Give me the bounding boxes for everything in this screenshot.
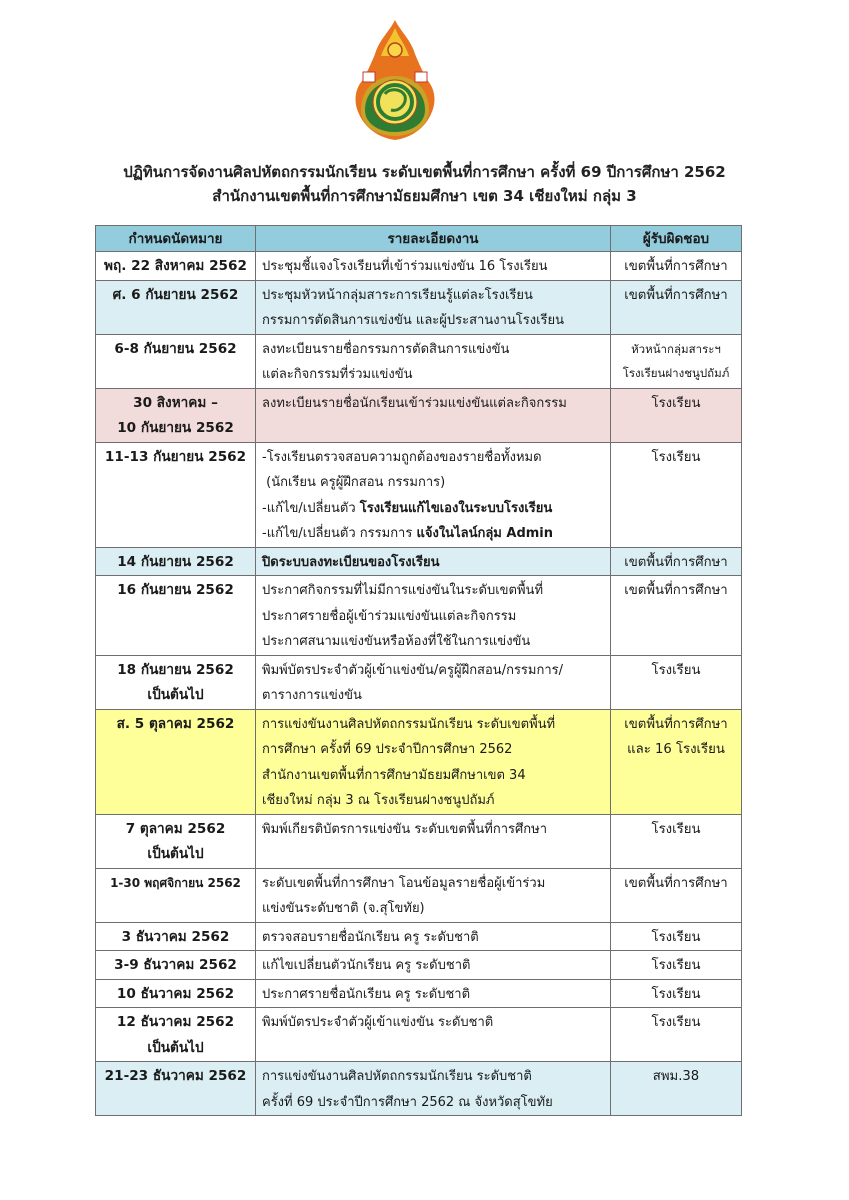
- detail-line: [262, 788, 604, 814]
- date-text: 30 สิงหาคม –: [133, 394, 218, 411]
- table-row: [96, 655, 742, 709]
- detail-cell: [256, 922, 611, 951]
- responsible-text: โรงเรียน: [651, 929, 701, 945]
- responsible-text: โรงเรียน: [651, 449, 701, 465]
- detail-text: ประกาศสนามแข่งขันหรือห้องที่ใช้ในการแข่งขัน: [262, 634, 531, 649]
- date-text: พฤ. 22 สิงหาคม 2562: [104, 258, 247, 274]
- date-text: ส. 5 ตุลาคม 2562: [116, 715, 235, 732]
- date-text: 10 กันยายน 2562: [117, 420, 234, 436]
- date-cell: [96, 814, 256, 868]
- date-cell: [96, 576, 256, 656]
- table-row: [96, 280, 742, 334]
- responsible-text: โรงเรียนฝางชนูปถัมภ์: [622, 365, 730, 380]
- detail-line: [262, 953, 604, 979]
- column-header-details: รายละเอียดงาน: [256, 226, 611, 252]
- date-cell: [96, 922, 256, 951]
- responsible-text: โรงเรียน: [651, 958, 701, 973]
- detail-text: ประชุมหัวหน้ากลุ่มสาระการเรียนรู้แต่ละโรงเรียน: [262, 287, 533, 303]
- detail-text: ประกาศรายชื่อผู้เข้าร่วมแข่งขันแต่ละกิจกรรม: [262, 608, 517, 624]
- schedule-table: [95, 225, 742, 1116]
- detail-line: [262, 712, 604, 738]
- responsible-cell: [611, 814, 742, 868]
- table-row: [96, 334, 742, 388]
- detail-text: การศึกษา ครั้งที่ 69 ประจำปีการศึกษา 2562: [262, 742, 513, 757]
- date-text: 6-8 กันยายน 2562: [114, 340, 237, 357]
- responsible-text: เขตพื้นที่การศึกษา: [624, 716, 728, 732]
- responsible-text: เขตพื้นที่การศึกษา: [624, 259, 728, 274]
- date-text: ศ. 6 กันยายน 2562: [112, 286, 239, 303]
- detail-cell: [256, 388, 611, 442]
- date-text: 14 กันยายน 2562: [117, 553, 234, 570]
- table-row: [96, 709, 742, 814]
- date-text: 12 ธันวาคม 2562: [116, 1014, 235, 1030]
- detail-line: [262, 658, 604, 684]
- detail-cell: [256, 576, 611, 656]
- detail-line: [262, 362, 604, 388]
- date-text: 11-13 กันยายน 2562: [104, 448, 247, 465]
- detail-bold-text: แจ้งในไลน์กลุ่ม Admin: [416, 526, 554, 541]
- responsible-cell: [611, 547, 742, 576]
- responsible-text: โรงเรียน: [651, 1015, 701, 1030]
- detail-text: พิมพ์เกียรติบัตรการแข่งขัน ระดับเขตพื้นที่การศึกษา: [262, 821, 548, 837]
- responsible-cell: [611, 442, 742, 547]
- detail-line: [262, 1010, 604, 1036]
- detail-cell: [256, 1008, 611, 1062]
- detail-line: [262, 1064, 604, 1090]
- detail-line: [262, 604, 604, 630]
- detail-cell: [256, 979, 611, 1008]
- detail-cell: [256, 814, 611, 868]
- responsible-text: เขตพื้นที่การศึกษา: [624, 583, 728, 598]
- detail-cell: [256, 709, 611, 814]
- responsible-text: เขตพื้นที่การศึกษา: [624, 554, 728, 570]
- detail-cell: [256, 334, 611, 388]
- detail-line: [262, 817, 604, 843]
- date-cell: [96, 709, 256, 814]
- detail-line: [262, 578, 604, 604]
- responsible-cell: [611, 1008, 742, 1062]
- table-row: [96, 951, 742, 980]
- responsible-text: และ 16 โรงเรียน: [627, 742, 725, 757]
- responsible-cell: [611, 576, 742, 656]
- date-text: 3 ธันวาคม 2562: [121, 928, 230, 945]
- date-text: เป็นต้นไป: [147, 846, 204, 862]
- responsible-cell: [611, 979, 742, 1008]
- detail-text: พิมพ์บัตรประจำตัวผู้เข้าแข่งขัน ระดับชาติ: [262, 1015, 494, 1030]
- detail-text: ครั้งที่ 69 ประจำปีการศึกษา 2562 ณ จังหวัดสุโขทัย: [262, 1094, 553, 1110]
- date-cell: [96, 868, 256, 922]
- responsible-cell: [611, 1062, 742, 1116]
- responsible-cell: [611, 951, 742, 980]
- detail-line: [262, 496, 604, 522]
- table-row: [96, 868, 742, 922]
- table-row: [96, 388, 742, 442]
- date-cell: [96, 280, 256, 334]
- detail-text: ลงทะเบียนรายชื่อนักเรียนเข้าร่วมแข่งขันแต่ละกิจกรรม: [262, 395, 567, 411]
- date-cell: [96, 655, 256, 709]
- date-text: 10 ธันวาคม 2562: [116, 985, 235, 1002]
- detail-text: การแข่งขันงานศิลปหัตถกรรมนักเรียน ระดับชาติ: [262, 1069, 532, 1084]
- detail-cell: [256, 547, 611, 576]
- table-row: [96, 576, 742, 656]
- detail-line: [262, 254, 604, 280]
- responsible-cell: [611, 280, 742, 334]
- detail-text: สำนักงานเขตพื้นที่การศึกษามัธยมศึกษาเขต 34: [262, 767, 526, 783]
- date-text: 21-23 ธันวาคม 2562: [104, 1068, 247, 1084]
- detail-line: [262, 391, 604, 417]
- table-row: [96, 442, 742, 547]
- detail-line: [262, 1090, 604, 1116]
- detail-line: [262, 683, 604, 709]
- detail-text: ลงทะเบียนรายชื่อกรรมการตัดสินการแข่งขัน: [262, 341, 510, 357]
- detail-line: [262, 896, 604, 922]
- detail-text: ประชุมชี้แจงโรงเรียนที่เข้าร่วมแข่งขัน 16 โรงเรียน: [262, 259, 548, 274]
- detail-line: [262, 982, 604, 1008]
- detail-text: (นักเรียน ครูผู้ฝึกสอน กรรมการ): [262, 475, 446, 490]
- detail-line: [262, 763, 604, 789]
- date-cell: [96, 334, 256, 388]
- date-cell: [96, 979, 256, 1008]
- detail-text: ตรวจสอบรายชื่อนักเรียน ครู ระดับชาติ: [262, 929, 479, 945]
- responsible-text: โรงเรียน: [651, 986, 701, 1002]
- detail-line: [262, 629, 604, 655]
- detail-line: [262, 871, 604, 897]
- responsible-text: เขตพื้นที่การศึกษา: [624, 875, 728, 891]
- detail-text: กรรมการตัดสินการแข่งขัน และผู้ประสานงานโรงเรียน: [262, 313, 564, 328]
- detail-line: [262, 337, 604, 363]
- responsible-cell: [611, 709, 742, 814]
- responsible-cell: [611, 655, 742, 709]
- detail-text: -โรงเรียนตรวจสอบความถูกต้องของรายชื่อทั้งหมด: [262, 449, 542, 465]
- responsible-text: หัวหน้ากลุ่มสาระฯ: [631, 341, 721, 356]
- detail-text: แข่งขันระดับชาติ (จ.สุโขทัย): [262, 901, 425, 916]
- detail-cell: [256, 252, 611, 281]
- responsible-cell: [611, 252, 742, 281]
- date-cell: [96, 547, 256, 576]
- responsible-cell: [611, 922, 742, 951]
- responsible-text: โรงเรียน: [651, 395, 701, 411]
- detail-cell: [256, 868, 611, 922]
- ministry-emblem-logo: [349, 18, 441, 142]
- responsible-cell: [611, 334, 742, 388]
- date-text: 3-9 ธันวาคม 2562: [114, 957, 237, 973]
- responsible-text: โรงเรียน: [651, 662, 701, 678]
- detail-text: -แก้ไข/เปลี่ยนตัว กรรมการ: [262, 526, 417, 541]
- table-row: [96, 814, 742, 868]
- date-cell: [96, 442, 256, 547]
- detail-cell: [256, 442, 611, 547]
- date-text: 18 กันยายน 2562: [117, 661, 234, 678]
- detail-text: ประกาศรายชื่อนักเรียน ครู ระดับชาติ: [262, 986, 471, 1002]
- detail-text: ระดับเขตพื้นที่การศึกษา โอนข้อมูลรายชื่อผู้เข้าร่วม: [262, 875, 546, 891]
- table-row: [96, 1008, 742, 1062]
- responsible-cell: [611, 388, 742, 442]
- date-text: 16 กันยายน 2562: [117, 582, 234, 598]
- detail-text: พิมพ์บัตรประจำตัวผู้เข้าแข่งขัน/ครูผู้ฝึกสอน/กรรมการ/: [262, 662, 564, 678]
- detail-line: [262, 737, 604, 763]
- detail-bold-text: ปิดระบบลงทะเบียนของโรงเรียน: [262, 554, 440, 570]
- detail-text: การแข่งขันงานศิลปหัตถกรรมนักเรียน ระดับเขตพื้นที่: [262, 716, 556, 732]
- detail-line: [262, 550, 604, 576]
- date-cell: [96, 252, 256, 281]
- document-title: ปฏิทินการจัดงานศิลปหัตถกรรมนักเรียน ระดับเขตพื้นที่การศึกษา ครั้งที่ 69 ปีการศึกษา 2562: [123, 163, 726, 181]
- detail-cell: [256, 951, 611, 980]
- column-header-responsible: ผู้รับผิดชอบ: [611, 226, 742, 252]
- detail-line: [262, 445, 604, 471]
- date-cell: [96, 951, 256, 980]
- document-subtitle: สำนักงานเขตพื้นที่การศึกษามัธยมศึกษา เขต 34 เชียงใหม่ กลุ่ม 3: [212, 187, 637, 205]
- detail-text: แต่ละกิจกรรมที่ร่วมแข่งขัน: [262, 367, 413, 382]
- date-text: 7 ตุลาคม 2562: [125, 820, 226, 837]
- detail-line: [262, 925, 604, 951]
- detail-text: ประกาศกิจกรรมที่ไม่มีการแข่งขันในระดับเขตพื้นที่: [262, 583, 544, 598]
- detail-cell: [256, 655, 611, 709]
- responsible-text: โรงเรียน: [651, 821, 701, 837]
- detail-line: [262, 470, 604, 496]
- table-row: [96, 547, 742, 576]
- detail-cell: [256, 1062, 611, 1116]
- detail-text: แก้ไขเปลี่ยนตัวนักเรียน ครู ระดับชาติ: [262, 958, 471, 973]
- date-cell: [96, 1008, 256, 1062]
- column-header-date: กำหนดนัดหมาย: [96, 226, 256, 252]
- detail-line: [262, 308, 604, 334]
- detail-line: [262, 283, 604, 309]
- emblem-icon: [349, 18, 441, 142]
- table-row: [96, 922, 742, 951]
- responsible-text: เขตพื้นที่การศึกษา: [624, 287, 728, 303]
- date-text: เป็นต้นไป: [147, 1039, 204, 1056]
- date-cell: [96, 1062, 256, 1116]
- responsible-cell: [611, 868, 742, 922]
- detail-line: [262, 521, 604, 547]
- table-header-row: [96, 226, 742, 252]
- table-row: [96, 979, 742, 1008]
- responsible-text: สพม.38: [652, 1069, 700, 1084]
- table-row: [96, 252, 742, 281]
- date-cell: [96, 388, 256, 442]
- date-text: 1-30 พฤศจิกายน 2562: [110, 875, 241, 890]
- detail-text: ตารางการแข่งขัน: [262, 688, 362, 703]
- detail-text: เชียงใหม่ กลุ่ม 3 ณ โรงเรียนฝางชนูปถัมภ์: [262, 793, 495, 808]
- detail-cell: [256, 280, 611, 334]
- table-row: [96, 1062, 742, 1116]
- date-text: เป็นต้นไป: [147, 687, 204, 703]
- detail-bold-text: โรงเรียนแก้ไขเองในระบบโรงเรียน: [359, 500, 553, 516]
- detail-text: -แก้ไข/เปลี่ยนตัว: [262, 500, 360, 516]
